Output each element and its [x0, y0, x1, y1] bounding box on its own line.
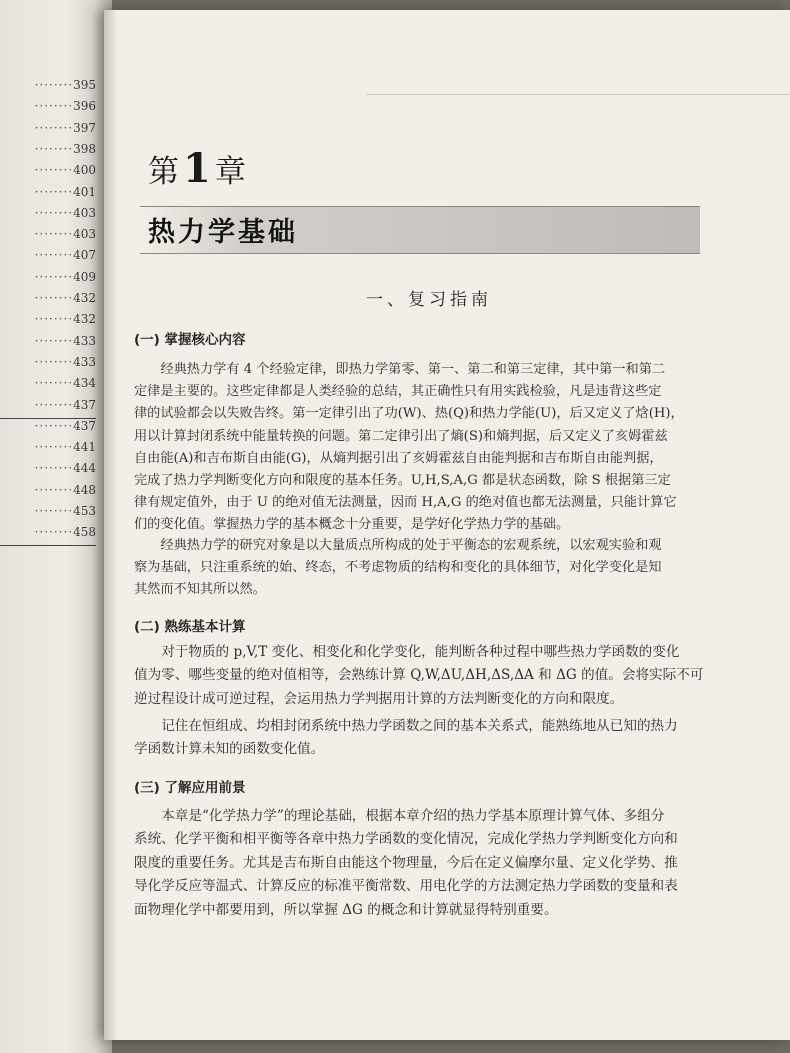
left-page-toc — [0, 0, 112, 1053]
text-line: 律有规定值外，由于 U 的绝对值无法测量，因而 H,A,G 的绝对值也都无法测量，只能计算它 — [134, 495, 677, 511]
toc-page-number: 395 — [73, 78, 96, 92]
toc-row — [0, 483, 96, 503]
paragraph — [134, 535, 730, 602]
toc-row — [0, 461, 96, 481]
toc-row — [0, 270, 96, 290]
toc-row — [0, 440, 96, 460]
section-title: 一、复习指南 — [366, 290, 492, 310]
toc-page-number: 433 — [73, 354, 96, 369]
toc-leader-dots: ········ — [34, 461, 74, 476]
toc-row — [0, 206, 96, 226]
chapter-prefix: 第 — [148, 154, 179, 190]
toc-row — [0, 419, 96, 439]
toc-row — [0, 78, 96, 98]
chapter-number: 1 — [183, 145, 211, 192]
toc-row — [0, 121, 96, 141]
toc-page-number: 437 — [73, 418, 96, 433]
text-line: 律的试验都会以失败告终。第一定律引出了功(W)、热(Q)和热力学能(U)，后又定义了焓(H)， — [134, 406, 684, 422]
text-line: 记住在恒组成、均相封闭系统中热力学函数之间的基本关系式，能熟练地从已知的热力 — [161, 718, 678, 734]
toc-row — [0, 504, 96, 524]
page-gutter-shadow — [104, 10, 118, 1040]
text-line: 经典热力学的研究对象是以大量质点所构成的处于平衡态的宏观系统，以宏观实验和观 — [160, 538, 662, 553]
text-line: 面物理化学中都要用到，所以掌握 ΔG 的概念和计算就显得特别重要。 — [134, 901, 558, 918]
toc-row — [0, 99, 96, 119]
toc-page-number: 433 — [73, 333, 96, 348]
toc-leader-dots: ········ — [34, 333, 74, 348]
toc-page-number: 432 — [73, 291, 96, 305]
text-line: 系统、化学平衡和相平衡等各章中热力学函数的变化情况，完成化学热力学判断变化方向和 — [134, 831, 678, 848]
toc-leader-dots: ········ — [34, 163, 74, 178]
toc-leader-dots: ········ — [34, 504, 74, 518]
toc-row — [0, 185, 96, 205]
chapter-label — [148, 145, 246, 192]
toc-page-number: 400 — [73, 163, 96, 178]
toc-page-number: 403 — [73, 227, 96, 242]
toc-row — [0, 355, 96, 375]
toc-leader-dots: ········ — [34, 482, 74, 497]
chapter-title: 热力学基础 — [148, 217, 298, 248]
toc-leader-dots: ········ — [34, 184, 74, 199]
text-line: 察为基础，只注重系统的始、终态，不考虑物质的结构和变化的具体细节，对化学变化是知 — [134, 560, 662, 576]
toc-page-number: 397 — [73, 120, 96, 135]
toc-leader-dots: ········ — [34, 291, 74, 305]
subsection-heading-application: (三) 了解应用前景 — [134, 780, 246, 796]
toc-page-number: 396 — [73, 99, 96, 114]
toc-row — [0, 227, 96, 247]
toc-leader-dots: ········ — [34, 312, 74, 327]
toc-page-number: 398 — [73, 141, 96, 156]
toc-page-number: 432 — [73, 312, 96, 327]
main-page — [104, 10, 790, 1040]
toc-page-number: 407 — [73, 248, 96, 263]
toc-row — [0, 312, 96, 332]
text-line: 们的变化值。掌握热力学的基本概念十分重要，是学好化学热力学的基础。 — [134, 517, 570, 533]
text-line: 用以计算封闭系统中能量转换的问题。第二定律引出了熵(S)和熵判据，后又定义了亥姆霍兹 — [134, 428, 668, 444]
toc-row — [0, 248, 96, 268]
toc-leader-dots: ········ — [34, 397, 74, 412]
toc-leader-dots: ········ — [34, 248, 74, 263]
toc-leader-dots: ········ — [34, 141, 74, 156]
text-line: 定律是主要的。这些定律都是人类经验的总结，其正确性只有用实践检验，凡是违背这些定 — [134, 384, 662, 400]
toc-leader-dots: ········ — [34, 418, 74, 433]
toc-page-number: 409 — [73, 269, 96, 284]
subsection-heading-calc: (二) 熟练基本计算 — [134, 619, 246, 635]
toc-leader-dots: ········ — [34, 440, 74, 455]
toc-page-number: 458 — [73, 525, 96, 540]
subsection-heading-core: (一) 掌握核心内容 — [134, 332, 246, 348]
toc-leader-dots: ········ — [34, 269, 74, 284]
toc-page-number: 448 — [73, 482, 96, 497]
toc-page-number: 444 — [73, 461, 96, 476]
toc-leader-dots: ········ — [34, 205, 74, 220]
toc-row — [0, 163, 96, 183]
toc-leader-dots: ········ — [34, 120, 74, 135]
toc-row — [0, 142, 96, 162]
text-line: 对于物质的 p,V,T 变化、相变化和化学变化，能判断各种过程中哪些热力学函数的变化 — [161, 644, 680, 660]
toc-page-number: 401 — [73, 184, 96, 199]
text-line: 限度的重要任务。尤其是吉布斯自由能这个物理量，今后在定义偏摩尔量、定义化学势、推 — [134, 854, 678, 871]
toc-leader-dots: ········ — [34, 78, 74, 92]
toc-page-number: 453 — [73, 504, 96, 518]
header-rule — [366, 94, 790, 96]
toc-page-number: 434 — [73, 376, 96, 391]
text-line: 值为零、哪些变量的绝对值相等，会熟练计算 Q,W,ΔU,ΔH,ΔS,ΔA 和 ΔG 的值。会将实际不可 — [134, 667, 704, 684]
text-line: 完成了热力学判断变化方向和限度的基本任务。U,H,S,A,G 都是状态函数，除 S 根据第三定 — [134, 473, 671, 489]
toc-row — [0, 398, 96, 419]
text-line: 本章是“化学热力学”的理论基础，根据本章介绍的热力学基本原理计算气体、多组分 — [161, 808, 665, 824]
toc-page-number: 437 — [73, 397, 96, 412]
toc-row — [0, 334, 96, 354]
text-line: 自由能(A)和吉布斯自由能(G)，从熵判据引出了亥姆霍兹自由能判据和吉布斯自由能判据， — [134, 450, 663, 466]
chapter-suffix: 章 — [214, 154, 246, 190]
toc-page-number: 441 — [73, 440, 96, 455]
paragraph — [134, 641, 730, 711]
text-line: 其然而不知其所以然。 — [134, 582, 266, 598]
text-line: 导化学反应等温式、计算反应的标准平衡常数、用电化学的方法测定热力学函数的变量和表 — [134, 878, 678, 895]
toc-row — [0, 376, 96, 396]
toc-leader-dots: ········ — [34, 525, 74, 540]
paragraph — [134, 805, 730, 922]
toc-row — [0, 525, 96, 546]
toc-leader-dots: ········ — [34, 99, 74, 114]
paragraph — [134, 359, 730, 537]
toc-leader-dots: ········ — [34, 227, 74, 242]
paragraph — [134, 715, 730, 762]
toc-row — [0, 291, 96, 311]
toc-leader-dots: ········ — [34, 376, 74, 391]
toc-leader-dots: ········ — [34, 354, 74, 369]
text-line: 学函数计算未知的函数变化值。 — [134, 741, 325, 758]
toc-page-number: 403 — [73, 205, 96, 220]
text-line: 逆过程设计成可逆过程，会运用热力学判据用计算的方法判断变化的方向和限度。 — [134, 690, 624, 707]
text-line: 经典热力学有 4 个经验定律，即热力学第零、第一、第二和第三定律，其中第一和第二 — [160, 362, 666, 377]
